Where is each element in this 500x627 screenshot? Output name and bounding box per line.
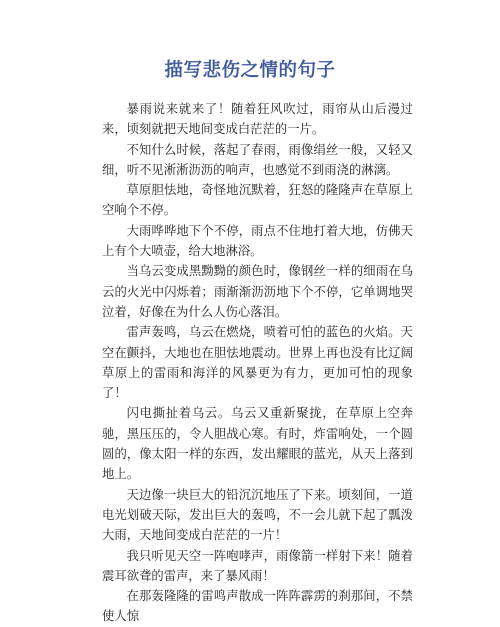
paragraph: 在那轰隆隆的雷鸣声散成一阵阵霹雳的刹那间，不禁使人惊 bbox=[102, 589, 413, 624]
document-title: 描写悲伤之情的句子 bbox=[164, 60, 336, 81]
document-body bbox=[102, 99, 413, 627]
paragraph: 大雨哗哗地下个不停，雨点不住地打着大地，仿佛天上有个大喷壶，给大地淋浴。 bbox=[102, 223, 413, 259]
paragraph: 暴雨说来就来了！随着狂风吹过，雨帘从山后漫过来，顷刻就把天地间变成白茫茫的一片。 bbox=[102, 102, 413, 137]
paragraph: 当乌云变成黑黝黝的颜色时，像钢丝一样的细雨在乌云的火光中闪烁着；雨渐渐沥沥地下个不停，它单调地哭泣着，好像在为什么人伤心落泪。 bbox=[102, 264, 413, 319]
paragraph: 闪电撕扯着乌云。乌云又重新聚拢，在草原上空奔驰，黑压压的，令人胆战心寒。有时，炸雷响处，一个圆圆的，像太阳一样的东西，发出耀眼的蓝光，从天上落到地上。 bbox=[102, 406, 413, 482]
paragraph: 草原胆怯地，奇怪地沉默着，狂怒的隆隆声在草原上空响个不停。 bbox=[102, 183, 413, 218]
paragraph: 雷声轰鸣，乌云在燃烧，喷着可怕的蓝色的火焰。天空在颤抖，大地也在胆怯地震动。世界上再也没有比辽阔草原上的雷雨和海洋的风暴更为有力，更加可怕的现象了！ bbox=[102, 325, 413, 401]
paragraph: 天边像一块巨大的铅沉沉地压了下来。顷刻间，一道电光划破天际，发出巨大的轰鸣，不一会儿就下起了瓢泼大雨，天地间变成白茫茫的一片！ bbox=[102, 487, 413, 543]
paragraph: 我只听见天空一阵咆哮声，雨像箭一样射下来！随着震耳欲聋的雷声，来了暴风雨！ bbox=[102, 548, 413, 583]
paragraph: 不知什么时候，落起了春雨，雨像绢丝一般，又轻又细，听不见淅淅沥沥的响声，也感觉不到雨浇的淋漓。 bbox=[102, 142, 413, 177]
